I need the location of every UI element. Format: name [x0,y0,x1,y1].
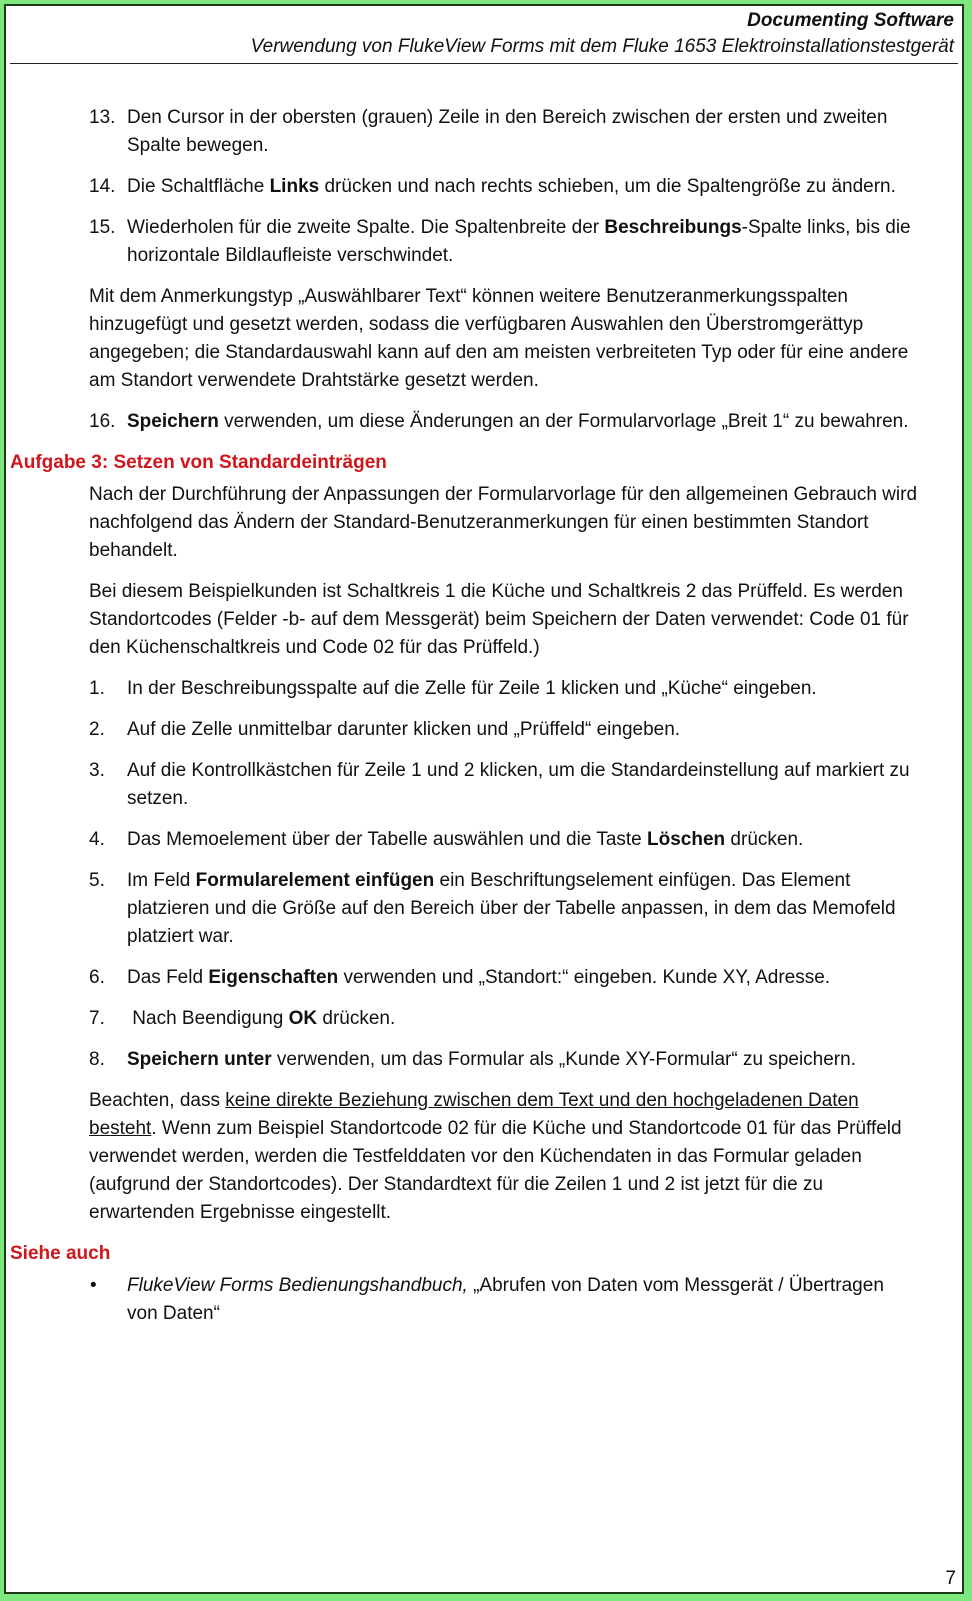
step-text: Die Schaltfläche [127,176,270,197]
step-bold: Beschreibungs [604,217,742,238]
step-text: Den Cursor in der obersten (grauen) Zeile in den Bereich zwischen der ersten und zweiten Spalte bewegen. [127,107,888,156]
step-bold: Speichern unter [127,1049,272,1070]
paragraph-annotation-type: Mit dem Anmerkungstyp „Auswählbarer Text“ können weitere Benutzeranmerkungsspalten hinzugefügt und gesetzt werden, sodass die verfügbaren Auswahlen den Überstromgerättyp angegeben; die Standardauswahl kann auf den am meisten verbreiteten Typ oder für eine andere am Standort verwendete Drahtstärke gesetzt werden. [89,286,909,391]
header-title: Documenting Software [747,10,954,31]
task3-step-4 [6,826,964,854]
header-subtitle: Verwendung von FlukeView Forms mit dem Fluke 1653 Elektroinstallationstestgerät [250,36,954,57]
step-number: 14. [89,176,116,197]
step-text: verwenden, um das Formular als „Kunde XY-Formular“ zu speichern. [271,1049,856,1070]
header-rule [10,63,958,64]
manual-title: FlukeView Forms Bedienungshandbuch, [127,1275,468,1296]
step-text: Nach Beendigung [127,1008,289,1029]
step-number: 6. [89,967,105,988]
step-number: 13. [89,107,116,128]
step-text: Das Memoelement über der Tabelle auswählen und die Taste [127,829,648,850]
step-bold: Links [269,176,320,197]
content [6,104,964,1328]
note-text: Beachten, dass [89,1090,226,1111]
step-14 [6,173,964,201]
step-text: drücken und nach rechts schieben, um die Spaltengröße zu ändern. [319,176,896,197]
step-number: 5. [89,870,105,891]
step-text: Im Feld [127,870,196,891]
step-text: In der Beschreibungsspalte auf die Zelle für Zeile 1 klicken und „Küche“ eingeben. [127,678,817,699]
step-bold: OK [288,1008,318,1029]
step-16 [6,408,964,436]
task3-step-6 [6,964,964,992]
step-text: Auf die Kontrollkästchen für Zeile 1 und 2 klicken, um die Standardeinstellung auf markiert zu setzen. [127,760,910,809]
document-page [4,4,964,1594]
step-number: 8. [89,1049,105,1070]
step-text: drücken. [725,829,804,850]
see-also-item [6,1272,964,1328]
step-number: 1. [89,678,105,699]
step-number: 7. [89,1008,105,1029]
task3-step-5 [6,867,964,951]
step-text: verwenden, um diese Änderungen an der Formularvorlage „Breit 1“ zu bewahren. [218,411,909,432]
step-text: Wiederholen für die zweite Spalte. Die Spaltenbreite der [127,217,605,238]
task3-step-3 [6,757,964,813]
task3-step-8 [6,1046,964,1074]
step-13 [6,104,964,160]
note-underlined: keine direkte Beziehung zwischen dem Text und den hochgeladenen Daten besteht [89,1090,859,1139]
step-bold: Speichern [127,411,219,432]
step-number: 16. [89,411,116,432]
note-text: . Wenn zum Beispiel Standortcode 02 für die Küche und Standortcode 01 für das Prüffeld verwendet werden, werden die Testfelddaten vor den Küchendaten in das Formular geladen (aufgrund der Standortcodes). Der Standardtext für die Zeilen 1 und 2 ist jetzt für die zu erwartenden Ergebnisse eingestellt. [89,1118,902,1223]
task3-step-7 [6,1005,964,1033]
step-number: 15. [89,217,116,238]
step-text: drücken. [317,1008,396,1029]
bullet-icon: • [90,1275,97,1296]
step-number: 4. [89,829,105,850]
step-number: 3. [89,760,105,781]
step-bold: Eigenschaften [208,967,339,988]
task3-intro: Nach der Durchführung der Anpassungen der Formularvorlage für den allgemeinen Gebrauch wird nachfolgend das Ändern der Standard-Benutzeranmerkungen für einen bestimmten Standort behandelt. [89,484,918,561]
section-heading-see-also: Siehe auch [10,1243,111,1264]
step-number: 2. [89,719,105,740]
task3-step-2 [6,716,964,744]
page-number: 7 [945,1568,956,1589]
step-bold: Löschen [647,829,726,850]
step-bold: Formularelement einfügen [195,870,435,891]
see-also-text: „Abrufen von Daten vom Messgerät / Übertragen von Daten“ [127,1275,884,1324]
task3-note [6,1087,964,1227]
step-text: -Spalte links, bis die horizontale Bildlaufleiste verschwindet. [127,217,911,266]
step-text: Auf die Zelle unmittelbar darunter klicken und „Prüffeld“ eingeben. [127,719,681,740]
task3-step-1 [6,675,964,703]
step-text: verwenden und „Standort:“ eingeben. Kunde XY, Adresse. [338,967,831,988]
section-heading-task3: Aufgabe 3: Setzen von Standardeinträgen [10,452,387,473]
step-text: ein Beschriftungselement einfügen. Das Element platzieren und die Größe auf den Bereich über der Tabelle anpassen, in dem das Memofeld platziert war. [127,870,896,947]
task3-example: Bei diesem Beispielkunden ist Schaltkreis 1 die Küche und Schaltkreis 2 das Prüffeld. Es werden Standortcodes (Felder -b- auf dem Messgerät) beim Speichern der Daten verwendet: Code 01 für den Küchenschaltkreis und Code 02 für das Prüffeld.) [89,581,909,658]
step-text: Das Feld [127,967,209,988]
step-15 [6,214,964,270]
